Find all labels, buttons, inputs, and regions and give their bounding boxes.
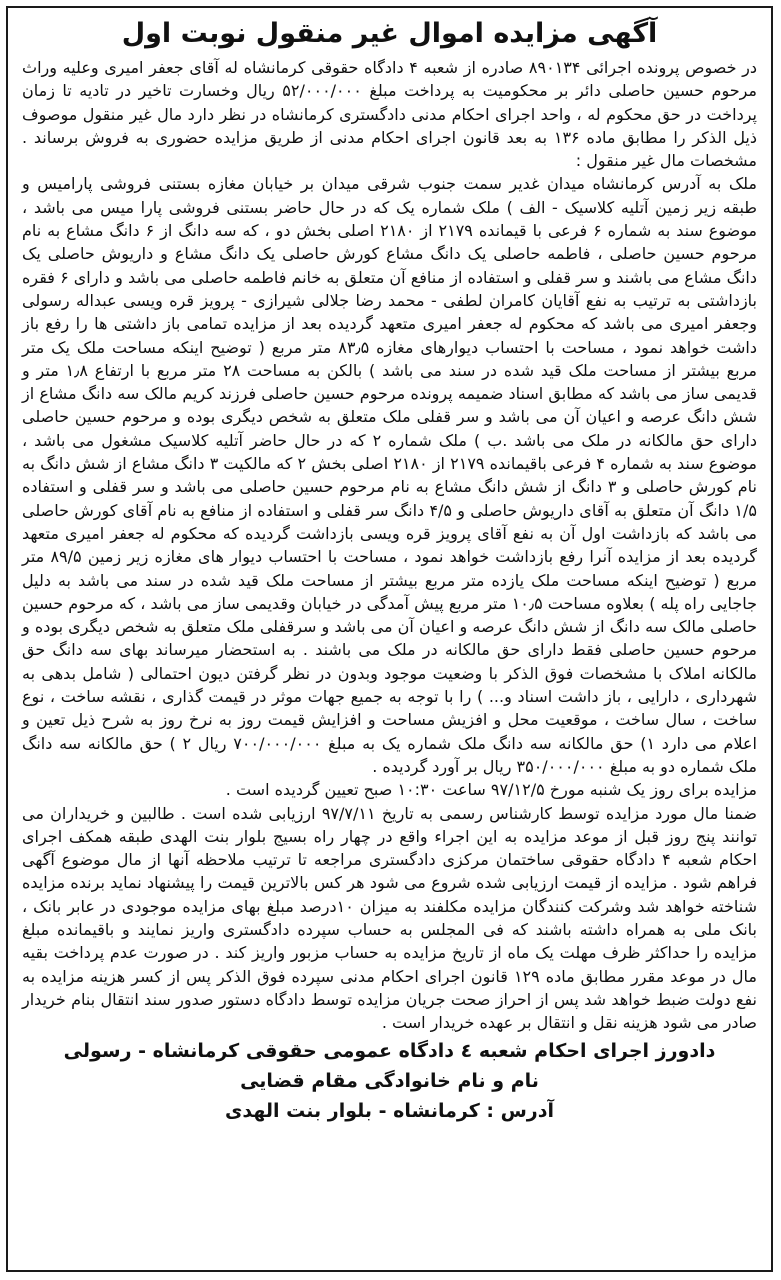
signature-officer: دادورز اجرای احکام شعبه ٤ دادگاه عمومی حقوقی کرمانشاه - رسولی <box>63 1040 716 1063</box>
notice-signature <box>22 1036 757 1126</box>
paragraph-property-details: ملک به آدرس کرمانشاه میدان غدیر سمت جنوب شرقی میدان بر خیابان مغازه بستنی فروشی پارامیس و طبقه زیر زمین آتلیه کلاسیک - الف ) ملک شماره یک که در حال حاضر بستنی فروشی پارا میس می باشد ، موضوع سند به شماره ۶ فرعی با قیمانده ۲۱۷۹ از ۲۱۸۰ اصلی بخش دو ، که سه دانگ از ۶ دانگ مشاع به نام مرحوم حسین حاصلی ، فاطمه حاصلی یک دانگ مشاع کورش حاصلی یک دانگ مشاع و داریوش حاصلی یک دانگ مشاع می باشند و سر قفلی و استفاده از منافع آن متعلق به خانم فاطمه حاصلی می باشد و دارای ۶ فقره بازداشتی به ترتیب به نفع آقایان کامران لطفی - محمد رضا جلالی شیرازی - پرویز قره ویسی عبداله رسولی وجعفر امیری می باشد که محکوم له جعفر امیری متعهد گردیده بعد از مزایده تمامی باز داشتی ها را رفع باز داشت خواهد نمود ، مساحت با احتساب دیوارهای مغازه ۸۳٫۵ متر مربع ( توضیح اینکه مساحت ملک یک متر مربع بیشتر از مساحت ملک قید شده در سند می باشد ) بالکن به مساحت ۲۸ متر مربع با ارتفاع ۱٫۸ متر و قدیمی ساز می باشد که مطابق اسناد ضمیمه پرونده مرحوم حسین حاصلی فرزند کریم مالک سه دانگ مشاع از شش دانگ عرصه و اعیان آن می باشد و سر قفلی ملک متعلق به شخص دیگری بوده و مرحوم حسین حاصلی دارای حق مالکانه در ملک می باشد .ب ) ملک شماره ۲ که در حال حاضر آتلیه کلاسیک مشغول می باشد ، موضوع سند به شماره ۴ فرعی باقیمانده ۲۱۷۹ از ۲۱۸۰ اصلی بخش ۲ که مالکیت ۳ دانگ مشاع از شش دانگ به نام کورش حاصلی و ۳ دانگ از شش دانگ مشاع به نام مرحوم حسین حاصلی می باشد و سر قفلی و استفاده ۱/۵ دانگ آن متعلق به آقای داریوش حاصلی و ۴/۵ دانگ سر قفلی و استفاده از منافع به نام آقای کورش حاصلی می باشد که بازداشت اول آن به نفع آقای پرویز قره ویسی بازداشت گردیده که محکوم له جعفر امیری متعهد گردیده بعد از مزایده آنرا رفع بازداشت خواهد نمود ، مساحت با احتساب دیوار های مغازه زیر زمین ۸۹/۵ متر مربع ( توضیح اینکه مساحت ملک یازده متر مربع بیشتر از مساحت ملک قید شده در سند می باشد به دلیل جاجایی راه پله ) بعلاوه مساحت ۱۰٫۵ متر مربع پیش آمدگی در خیابان وقدیمی ساز می باشد ، که مرحوم حسین حاصلی مالک سه دانگ از شش دانگ عرصه و اعیان آن می باشد و سرقفلی ملک متعلق به شخص دیگری بوده و مرحوم حسین حاصلی فقط دارای حق مالکانه در ملک می باشند . به استحضار میرساند بهای سه دانگ حق مالکانه املاک با مشخصات فوق الذکر با وضعیت موجود وبدون در نظر گرفتن دیون احتمالی ( شامل بدهی به شهرداری ، دارایی ، باز داشت اسناد و... ) را با توجه به جمیع جهات موثر در قیمت گذاری ، نقشه ساخت ، نوع ساخت ، سال ساخت ، موقعیت محل و افزیش مساحت و افزایش قیمت روز به نرخ روز به شرح ذیل تعین و اعلام می دارد ۱) حق مالکانه سه دانگ ملک شماره یک به مبلغ ۷۰۰/۰۰۰/۰۰۰ ریال ۲ ) حق مالکانه سه دانگ ملک شماره دو به مبلغ ۳۵۰/۰۰۰/۰۰۰ ریال بر آورد گردیده . <box>22 174 758 776</box>
auction-notice <box>6 6 773 1272</box>
paragraph-intro: در خصوص پرونده اجرائی ۸۹۰۱۳۴ صادره از شعبه ۴ دادگاه حقوقی کرمانشاه له آقای جعفر امیری وعلیه وراث مرحوم حسین حاصلی دائر بر محکومیت به پرداخت مبلغ ۵۲/۰۰۰/۰۰۰ ریال وخسارت تاخیر در تادیه تا زمان پرداخت در حق محکوم له ، واحد اجرای احکام مدنی دادگستری کرمانشاه در نظر دارد مال غیر منقول موصوف ذیل الذکر را مطابق ماده ۱۳۶ به بعد قانون اجرای احکام مدنی از طریق مزایده حضوری به فروش برساند . مشخصات مال غیر منقول : <box>22 58 758 171</box>
signature-address: آدرس : کرمانشاه - بلوار بنت الهدی <box>224 1100 554 1123</box>
notice-body <box>22 56 757 1034</box>
paragraph-terms: ضمنا مال مورد مزایده توسط کارشناس رسمی به تاریخ ۹۷/۷/۱۱ ارزیابی شده است . طالبین و خریداران می توانند پنج روز قبل از موعد مزایده به این اجراء واقع در چهار راه بسیج بلوار بنت الهدی طبقه همکف اجرای احکام شعبه ۴ دادگاه حقوقی ساختمان مرکزی دادگستری مراجعه تا ترتیب ملاحظه آنها از مال موضوع آگهی فراهم شود . مزایده از قیمت ارزیابی شده شروع می شود هر کس بالاترین قیمت را پیشنهاد نماید برنده مزایده شناخته خواهد شد وشرکت کنندگان مزایده مکلفند به میزان ۱۰درصد مبلغ بهای مزایده موجودی در عابر بانک ، بانک ملی به همراه داشته باشند که فی المجلس به حساب سپرده دادگستری واریز نمایند و باقیمانده مبلغ مزایده را حداکثر ظرف مهلت یک ماه از تاریخ مزایده به حساب مزبور واریز کند . در صورت عدم پرداخت بقیه مال در موعد مقرر مطابق ماده ۱۲۹ قانون اجرای احکام مدنی سپرده فوق الذکر پس از کسر هزینه مزایده به نفع دولت ضبط خواهد شد پس از احراز صحت جریان مزایده توسط دادگاه دستور صدور سند انتقال بنام خریدار صادر می شود هزینه نقل و انتقال بر عهده خریدار است . <box>22 803 758 1033</box>
signature-judicial-name: نام و نام خانوادگی مقام قضایی <box>240 1070 539 1093</box>
paragraph-auction-date: مزایده برای روز یک شنبه مورخ ۹۷/۱۲/۵ ساعت ۱۰:۳۰ صبح تعیین گردیده است . <box>225 780 757 800</box>
notice-title: آگهی مزایده اموال غیر منقول نوبت اول <box>121 18 658 49</box>
